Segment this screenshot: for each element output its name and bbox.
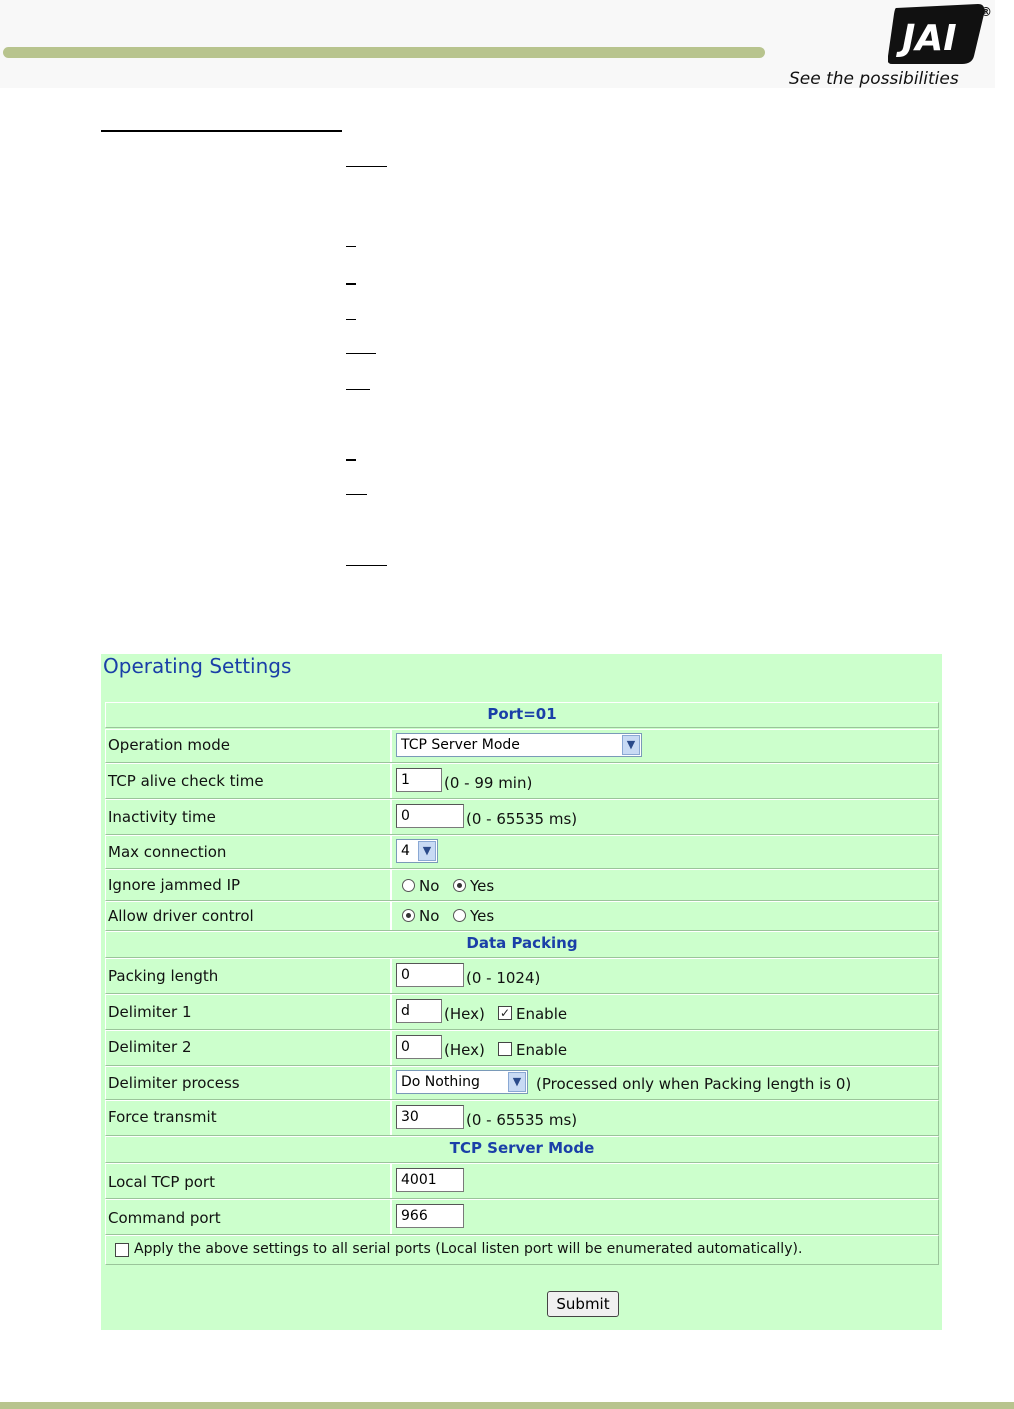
local-tcp-port-input[interactable]: 4001 xyxy=(396,1168,464,1192)
section-tcp-server xyxy=(105,1136,939,1163)
text-underline xyxy=(346,246,356,247)
text-underline xyxy=(346,319,356,320)
inactivity-input[interactable]: 0 xyxy=(396,804,464,828)
delimiter1-hint: (Hex) xyxy=(444,1005,485,1023)
allow-driver-yes-label: Yes xyxy=(470,907,495,925)
delimiter2-enable-checkbox[interactable] xyxy=(498,1042,512,1056)
panel-title: Operating Settings xyxy=(103,654,292,678)
row-force-transmit xyxy=(105,1100,939,1136)
chevron-down-icon[interactable]: ▼ xyxy=(622,735,640,755)
section-tcp-server-label: TCP Server Mode xyxy=(449,1139,595,1157)
allow-driver-no-radio[interactable] xyxy=(402,909,415,922)
apply-all-label: Apply the above settings to all serial ports (Local listen port will be enumerated automatically). xyxy=(134,1241,803,1257)
tagline: See the possibilities xyxy=(789,69,959,89)
tcp-alive-label: TCP alive check time xyxy=(108,772,264,790)
text-underline xyxy=(346,459,356,461)
logo-text: JAI xyxy=(902,18,957,59)
max-connection-label: Max connection xyxy=(108,843,227,861)
footer-accent-bar xyxy=(0,1402,1014,1409)
max-connection-select[interactable] xyxy=(396,839,438,863)
heading-underline xyxy=(101,130,342,132)
ignore-jammed-no-radio[interactable] xyxy=(402,879,415,892)
apply-all-checkbox[interactable] xyxy=(115,1243,129,1257)
section-port xyxy=(105,702,939,728)
row-command-port xyxy=(105,1199,939,1235)
row-inactivity xyxy=(105,799,939,835)
delimiter1-input[interactable]: d xyxy=(396,999,442,1023)
delimiter1-enable-label: Enable xyxy=(516,1005,568,1023)
packing-length-hint: (0 - 1024) xyxy=(466,969,541,987)
row-ignore-jammed xyxy=(105,869,939,901)
row-local-tcp-port xyxy=(105,1163,939,1199)
chevron-down-icon[interactable]: ▼ xyxy=(418,841,436,861)
delimiter1-label: Delimiter 1 xyxy=(108,1003,192,1021)
text-underline xyxy=(346,283,356,285)
operating-settings-panel xyxy=(101,654,942,1330)
operation-mode-select[interactable] xyxy=(396,733,642,757)
text-underline xyxy=(346,494,367,495)
text-underline xyxy=(346,565,387,566)
operation-mode-label: Operation mode xyxy=(108,736,230,754)
force-transmit-input[interactable]: 30 xyxy=(396,1105,464,1129)
row-packing-length xyxy=(105,958,939,994)
row-delimiter2 xyxy=(105,1030,939,1066)
allow-driver-no-label: No xyxy=(419,907,440,925)
operation-mode-value: TCP Server Mode xyxy=(401,737,520,753)
tcp-alive-hint: (0 - 99 min) xyxy=(444,774,533,792)
ignore-jammed-label: Ignore jammed IP xyxy=(108,876,241,894)
delimiter2-hint: (Hex) xyxy=(444,1041,485,1059)
delimiter-process-value: Do Nothing xyxy=(401,1074,480,1090)
text-underline xyxy=(346,166,387,167)
row-apply-all xyxy=(105,1235,939,1265)
jai-logo xyxy=(888,0,996,66)
allow-driver-label: Allow driver control xyxy=(108,907,254,925)
row-tcp-alive xyxy=(105,763,939,799)
packing-length-label: Packing length xyxy=(108,967,219,985)
delimiter-process-label: Delimiter process xyxy=(108,1074,240,1092)
delimiter2-enable-label: Enable xyxy=(516,1041,568,1059)
force-transmit-label: Force transmit xyxy=(108,1108,217,1126)
packing-length-input[interactable]: 0 xyxy=(396,963,464,987)
force-transmit-hint: (0 - 65535 ms) xyxy=(466,1111,578,1129)
submit-button[interactable]: Submit xyxy=(547,1291,619,1317)
section-data-packing-label: Data Packing xyxy=(466,934,578,952)
row-delimiter-process xyxy=(105,1066,939,1100)
allow-driver-yes-radio[interactable] xyxy=(453,909,466,922)
registered-mark: ® xyxy=(980,5,992,19)
command-port-input[interactable]: 966 xyxy=(396,1204,464,1228)
section-data-packing xyxy=(105,931,939,958)
delimiter2-input[interactable]: 0 xyxy=(396,1035,442,1059)
ignore-jammed-yes-radio[interactable] xyxy=(453,879,466,892)
chevron-down-icon[interactable]: ▼ xyxy=(508,1072,526,1092)
text-underline xyxy=(346,353,376,354)
delimiter-process-hint: (Processed only when Packing length is 0) xyxy=(536,1075,852,1093)
ignore-jammed-no-label: No xyxy=(419,877,440,895)
row-max-connection xyxy=(105,835,939,869)
delimiter-process-select[interactable] xyxy=(396,1070,528,1094)
inactivity-label: Inactivity time xyxy=(108,808,216,826)
section-port-label: Port=01 xyxy=(487,705,557,723)
tcp-alive-input[interactable]: 1 xyxy=(396,768,442,792)
row-operation-mode xyxy=(105,729,939,763)
delimiter1-enable-checkbox[interactable]: ✓ xyxy=(499,1006,511,1020)
row-allow-driver xyxy=(105,901,939,931)
header-accent-bar xyxy=(3,47,765,58)
row-delimiter1 xyxy=(105,994,939,1030)
local-tcp-port-label: Local TCP port xyxy=(108,1173,215,1191)
delimiter2-label: Delimiter 2 xyxy=(108,1038,192,1056)
command-port-label: Command port xyxy=(108,1209,221,1227)
inactivity-hint: (0 - 65535 ms) xyxy=(466,810,578,828)
text-underline xyxy=(346,389,370,390)
ignore-jammed-yes-label: Yes xyxy=(470,877,495,895)
max-connection-value: 4 xyxy=(401,843,410,859)
